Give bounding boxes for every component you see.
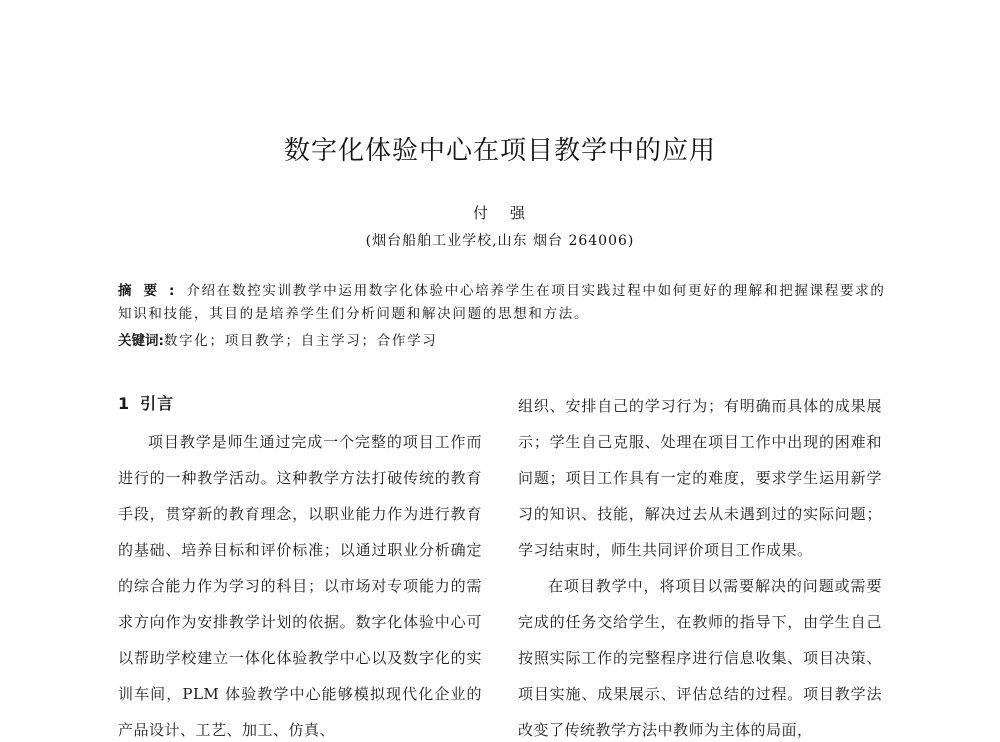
body-paragraph: 在项目教学中，将项目以需要解决的问题或需要完成的任务交给学生，在教师的指导下，由学生自己按照实际工作的完整程序进行信息收集、项目决策、项目实施、成果展示、评估总结的过程。项目教学法改变了传统教学方法中教师为主体的局面， <box>518 577 882 739</box>
keywords-text: 数字化；项目教学；自主学习；合作学习 <box>163 333 438 349</box>
body-paragraph: 项目教学是师生通过完成一个完整的项目工作而进行的一种教学活动。这种教学方法打破传统的教育手段，贯穿新的教育理念，以职业能力作为进行教育的基础、培养目标和评价标准；以通过职业分析确定的综合能力作为学习的科目；以市场对专项能力的需求方向作为安排教学计划的依据。数字化体验中心可以帮助学校建立一体化体验教学中心以及数字化的实训车间，PLM 体验教学中心能够模拟现代化企业的产品设计、工艺、加工、仿真、 <box>118 433 482 739</box>
body-paragraph-continued: 组织、安排自己的学习行为；有明确而具体的成果展示；学生自己克服、处理在项目工作中出现的困难和问题；项目工作具有一定的难度，要求学生运用新学习的知识、技能，解决过去从未遇到过的实际问题；学习结束时，师生共同评价项目工作成果。 <box>518 397 882 559</box>
section-number: 1 <box>118 394 131 413</box>
left-column <box>118 388 482 742</box>
keywords-label: 关键词: <box>118 333 164 349</box>
paper-title: 数字化体验中心在项目教学中的应用 <box>283 136 716 166</box>
author-name: 付强 <box>472 204 547 222</box>
section-title: 引言 <box>140 394 175 413</box>
abstract-text: 介绍在数控实训教学中运用数字化体验中心培养学生在项目实践过程中如何更好的理解和把握课程要求的知识和技能，其目的是培养学生们分析问题和解决问题的思想和方法。 <box>118 283 886 322</box>
abstract <box>118 280 888 326</box>
abstract-label: 摘要: <box>118 283 187 299</box>
right-column <box>518 388 882 742</box>
section-heading <box>118 388 482 424</box>
author-affiliation: (烟台船舶工业学校,山东 烟台 264006) <box>365 233 635 249</box>
keywords <box>118 330 888 353</box>
